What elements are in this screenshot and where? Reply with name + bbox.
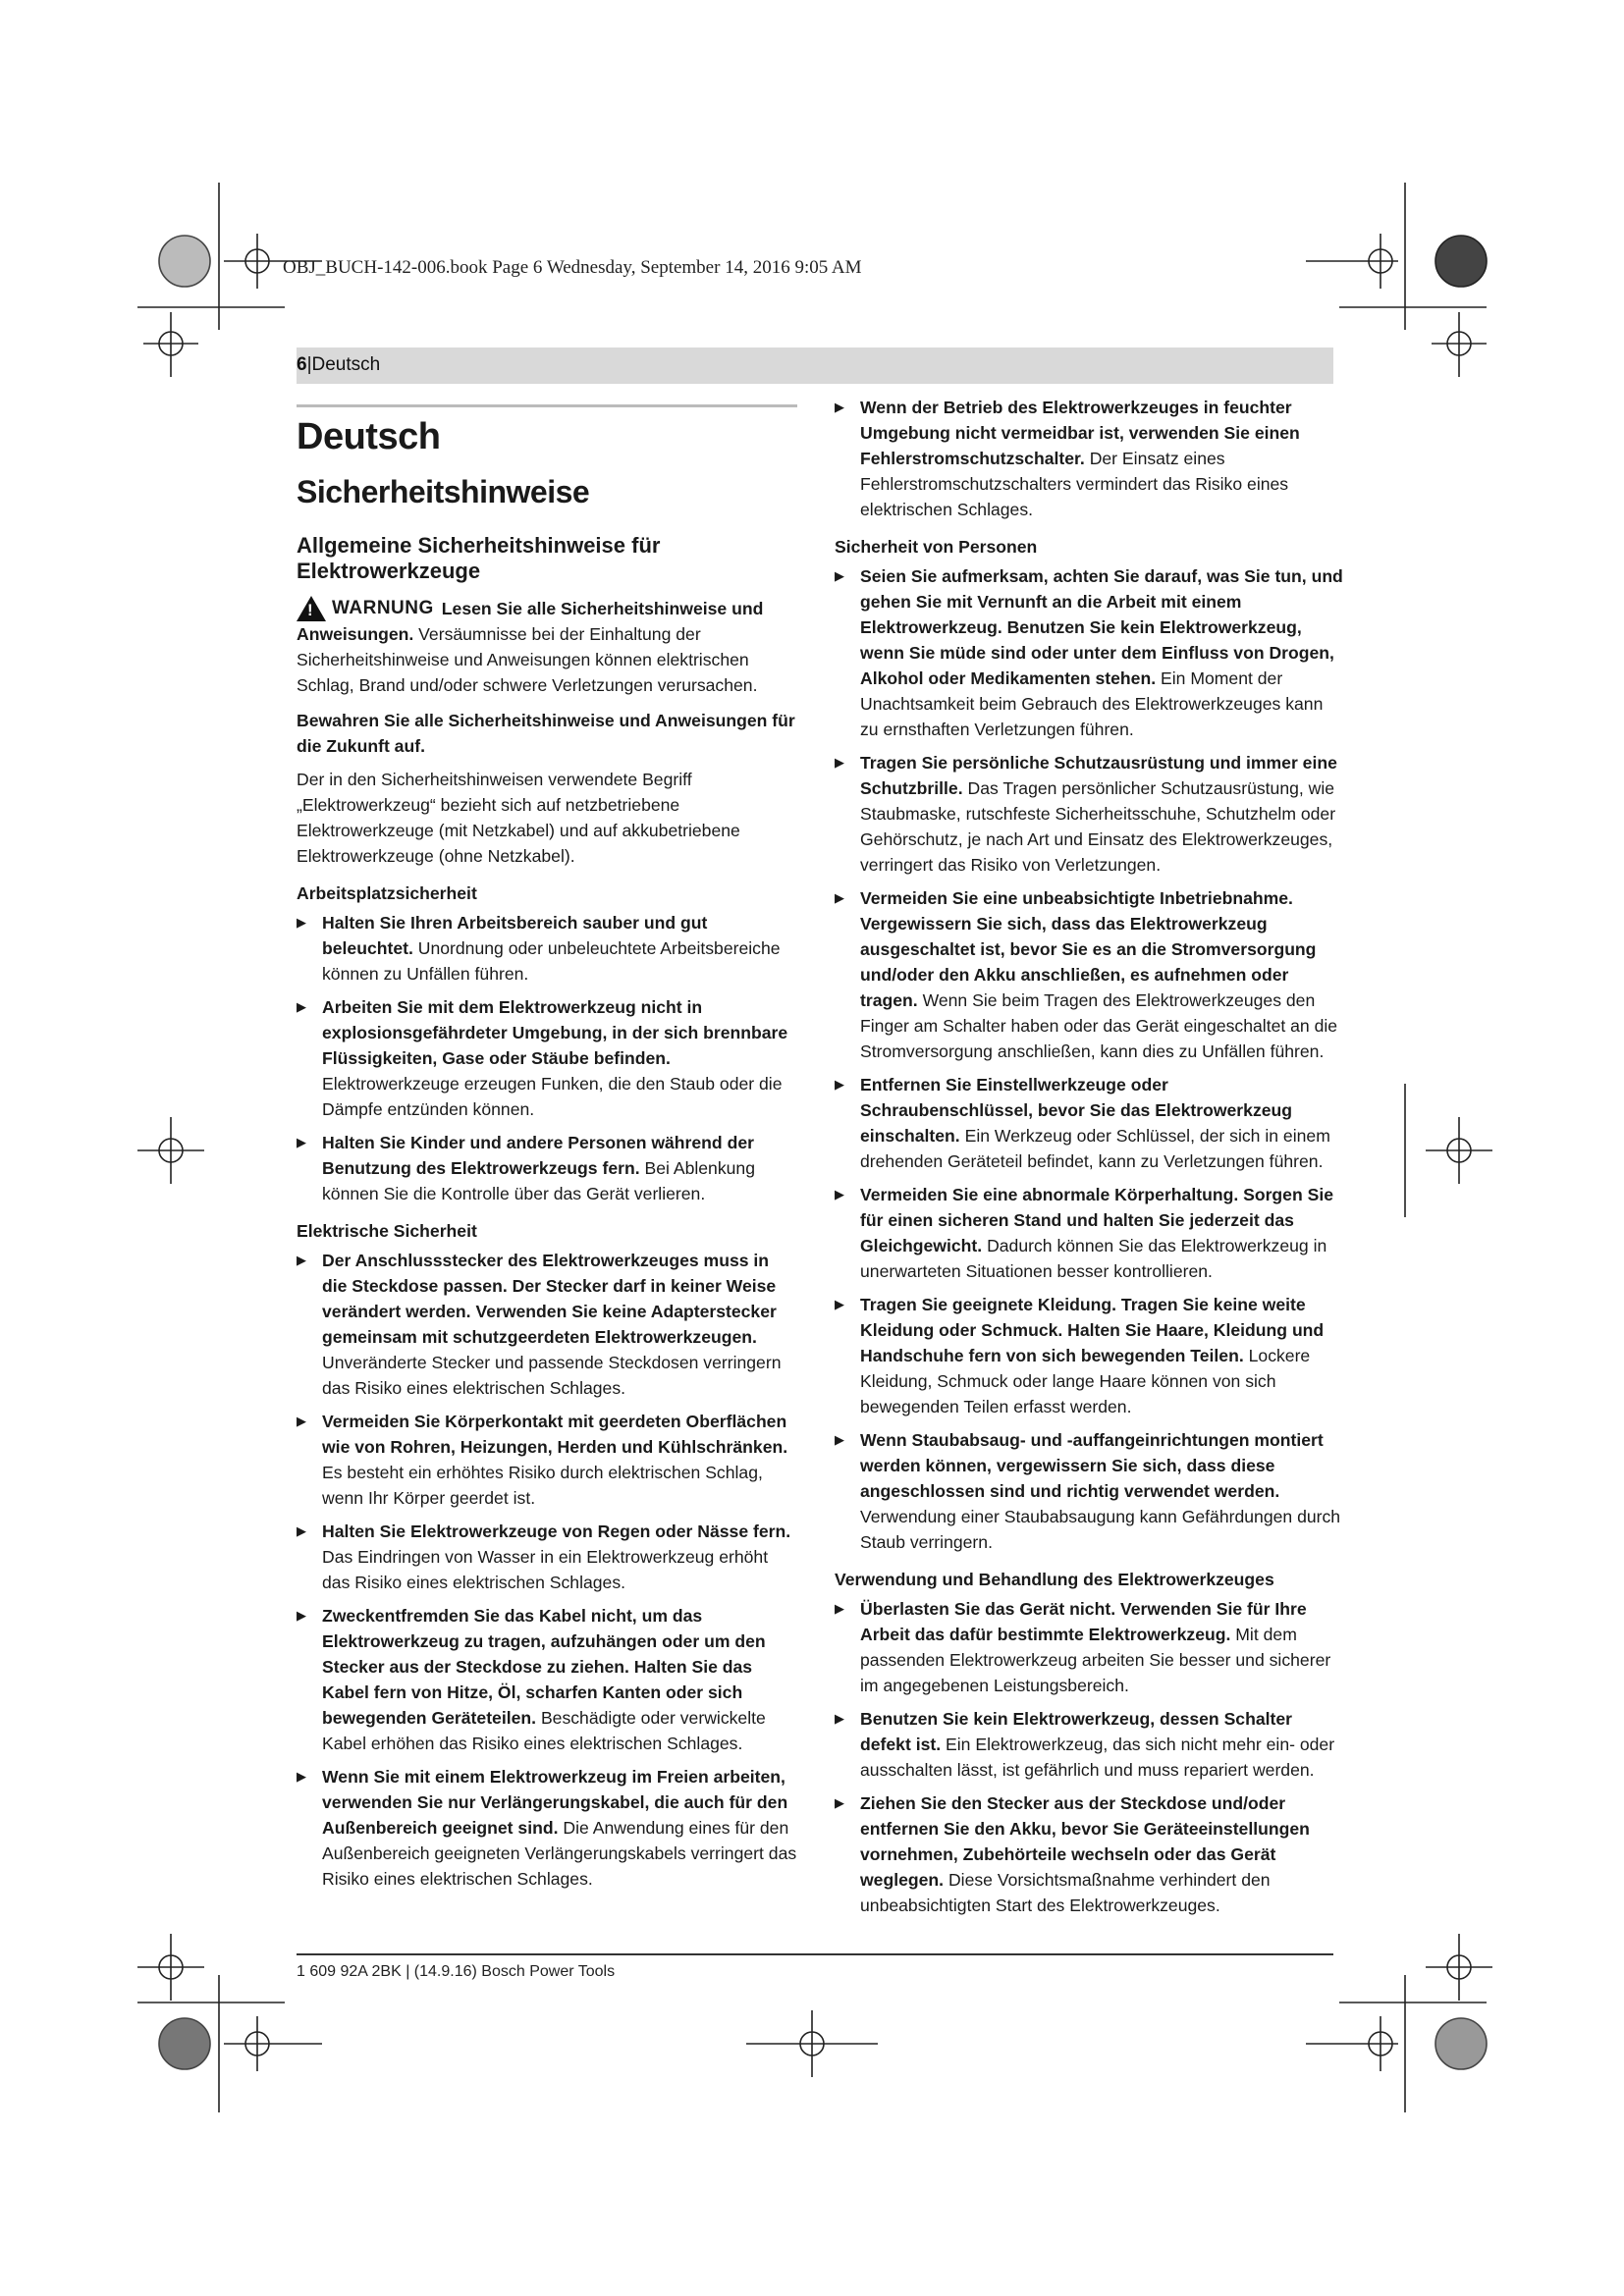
- list-item: ▶ Überlasten Sie das Gerät nicht. Verwenden Sie für Ihre Arbeit das dafür bestimmte Elektrowerkzeug. Mit dem passenden Elektrowerkzeug arbeiten Sie besser und sicherer im angegebenen Leistungsbereich.: [835, 1596, 1345, 1698]
- list-item: ▶ Der Anschlussstecker des Elektrowerkzeuges muss in die Steckdose passen. Der Stecker darf in keiner Weise verändert werden. Verwenden Sie keine Adapterstecker gemeinsam mit schutzgeerdeten Elektrowerkzeugen. Unveränderte Stecker und passende Steckdosen verringern das Risiko eines elektrischen Schlages.: [297, 1248, 797, 1401]
- list-item: ▶ Halten Sie Elektrowerkzeuge von Regen oder Nässe fern. Das Eindringen von Wasser in ein Elektrowerkzeug erhöht das Risiko eines elektrischen Schlages.: [297, 1519, 797, 1595]
- list-item: ▶ Benutzen Sie kein Elektrowerkzeug, dessen Schalter defekt ist. Ein Elektrowerkzeug, das sich nicht mehr ein- oder ausschalten lässt, ist gefährlich und muss repariert werden.: [835, 1706, 1345, 1783]
- warning-triangle-icon: !: [297, 596, 326, 621]
- header-section: Deutsch: [311, 354, 381, 375]
- list-item: ▶ Halten Sie Kinder und andere Personen während der Benutzung des Elektrowerkzeugs fern. Bei Ablenkung können Sie die Kontrolle über das Gerät verlieren.: [297, 1130, 797, 1206]
- group-heading: Sicherheit von Personen: [835, 537, 1038, 557]
- section-title: Allgemeine Sicherheitshinweise für Elektrowerkzeuge: [297, 533, 661, 583]
- page-subtitle: Sicherheitshinweise: [297, 474, 590, 509]
- list-item: ▶ Wenn Sie mit einem Elektrowerkzeug im Freien arbeiten, verwenden Sie nur Verlängerungskabel, die auch für den Außenbereich geeignet sind. Die Anwendung eines für den Außenbereich geeigneten Verlängerungskabels verringert das Risiko eines elektrischen Schlages.: [297, 1764, 797, 1892]
- list-item: ▶ Zweckentfremden Sie das Kabel nicht, um das Elektrowerkzeug zu tragen, aufzuhängen oder um den Stecker aus der Steckdose zu ziehen. Halten Sie das Kabel fern von Hitze, Öl, scharfen Kanten oder sich bewegenden Geräteteilen. Beschädigte oder verwickelte Kabel erhöhen das Risiko eines elektrischen Schlages.: [297, 1603, 797, 1756]
- footer: 1 609 92A 2BK | (14.9.16) Bosch Power Tools: [297, 1963, 616, 1980]
- warning-block: [297, 596, 797, 698]
- list-item: ▶ Vermeiden Sie eine unbeabsichtigte Inbetriebnahme. Vergewissern Sie sich, dass das Elektrowerkzeug ausgeschaltet ist, bevor Sie es an die Stromversorgung und/oder den Akku anschließen, es aufnehmen oder tragen. Wenn Sie beim Tragen des Elektrowerkzeuges den Finger am Schalter haben oder das Gerät eingeschaltet an die Stromversorgung anschließen, kann dies zu Unfällen führen.: [835, 885, 1345, 1064]
- keep-notice: Bewahren Sie alle Sicherheitshinweise und Anweisungen für die Zukunft auf.: [297, 711, 795, 756]
- group-heading: Elektrische Sicherheit: [297, 1221, 477, 1241]
- page-title: Deutsch: [297, 416, 441, 457]
- footer-rule: [297, 1953, 1333, 1955]
- warning-label: ! WARNUNG: [297, 596, 434, 621]
- group-heading: Arbeitsplatzsicherheit: [297, 883, 477, 903]
- list-item: ▶ Vermeiden Sie eine abnormale Körperhaltung. Sorgen Sie für einen sicheren Stand und halten Sie jederzeit das Gleichgewicht. Dadurch können Sie das Elektrowerkzeug in unerwarteten Situationen besser kontrollieren.: [835, 1182, 1345, 1284]
- term-note: Der in den Sicherheitshinweisen verwendete Begriff „Elektrowerkzeug“ bezieht sich auf netzbetriebene Elektrowerkzeuge (mit Netzkabel) und auf akkubetriebene Elektrowerkzeuge (ohne Netzkabel).: [297, 770, 740, 866]
- list-item: ▶ Ziehen Sie den Stecker aus der Steckdose und/oder entfernen Sie den Akku, bevor Sie Geräteeinstellungen vornehmen, Zubehörteile wechseln oder das Gerät weglegen. Diese Vorsichtsmaßnahme verhindert den unbeabsichtigten Start des Elektrowerkzeuges.: [835, 1790, 1345, 1918]
- running-header: [297, 354, 380, 376]
- list-item: ▶ Entfernen Sie Einstellwerkzeuge oder Schraubenschlüssel, bevor Sie das Elektrowerkzeug einschalten. Ein Werkzeug oder Schlüssel, der sich in einem drehenden Geräteteil befindet, kann zu Verletzungen führen.: [835, 1072, 1345, 1174]
- list-item: ▶ Tragen Sie geeignete Kleidung. Tragen Sie keine weite Kleidung oder Schmuck. Halten Sie Haare, Kleidung und Handschuhe fern von sich bewegenden Teilen. Lockere Kleidung, Schmuck oder lange Haare können von sich bewegenden Teilen erfasst werden.: [835, 1292, 1345, 1419]
- header-band: [297, 347, 1333, 384]
- page-number: 6: [297, 354, 307, 375]
- left-column: [297, 395, 797, 1899]
- print-slug: OBJ_BUCH-142-006.book Page 6 Wednesday, September 14, 2016 9:05 AM: [283, 257, 862, 278]
- list-item: ▶ Halten Sie Ihren Arbeitsbereich sauber und gut beleuchtet. Unordnung oder unbeleuchtete Arbeitsbereiche können zu Unfällen führen.: [297, 910, 797, 987]
- header-separator: |: [306, 354, 312, 375]
- list-item: ▶ Wenn Staubabsaug- und -auffangeinrichtungen montiert werden können, vergewissern Sie sich, dass diese angeschlossen sind und richtig verwendet werden. Verwendung einer Staubabsaugung kann Gefährdungen durch Staub verringern.: [835, 1427, 1345, 1555]
- list-item: ▶ Vermeiden Sie Körperkontakt mit geerdeten Oberflächen wie von Rohren, Heizungen, Herden und Kühlschränken. Es besteht ein erhöhtes Risiko durch elektrischen Schlag, wenn Ihr Körper geerdet ist.: [297, 1409, 797, 1511]
- right-column: [835, 395, 1345, 1926]
- group-heading: Verwendung und Behandlung des Elektrowerkzeuges: [835, 1570, 1274, 1589]
- list-item: ▶ Arbeiten Sie mit dem Elektrowerkzeug nicht in explosionsgefährdeter Umgebung, in der sich brennbare Flüssigkeiten, Gase oder Stäube befinden. Elektrowerkzeuge erzeugen Funken, die den Staub oder die Dämpfe entzünden können.: [297, 994, 797, 1122]
- list-item: ▶ Tragen Sie persönliche Schutzausrüstung und immer eine Schutzbrille. Das Tragen persönlicher Schutzausrüstung, wie Staubmaske, rutschfeste Sicherheitsschuhe, Schutzhelm oder Gehörschutz, je nach Art und Einsatz des Elektrowerkzeuges, verringert das Risiko von Verletzungen.: [835, 750, 1345, 878]
- warning-text: Versäumnisse bei der Einhaltung der Sicherheitshinweise und Anweisungen können elektrischen Schlag, Brand und/oder schwere Verletzungen verursachen.: [297, 624, 758, 695]
- title-rule: [297, 404, 797, 407]
- warning-bold: Lesen Sie alle Sicherheitshinweise und Anweisungen.: [297, 599, 764, 644]
- list-item: ▶ Wenn der Betrieb des Elektrowerkzeuges in feuchter Umgebung nicht vermeidbar ist, verwenden Sie einen Fehlerstromschutzschalter. Der Einsatz eines Fehlerstromschutzschalters vermindert das Risiko eines elektrischen Schlages.: [835, 395, 1345, 522]
- list-item: ▶ Seien Sie aufmerksam, achten Sie darauf, was Sie tun, und gehen Sie mit Vernunft an die Arbeit mit einem Elektrowerkzeug. Benutzen Sie kein Elektrowerkzeug, wenn Sie müde sind oder unter dem Einfluss von Drogen, Alkohol oder Medikamenten stehen. Ein Moment der Unachtsamkeit beim Gebrauch des Elektrowerkzeuges kann zu ernsthaften Verletzungen führen.: [835, 563, 1345, 742]
